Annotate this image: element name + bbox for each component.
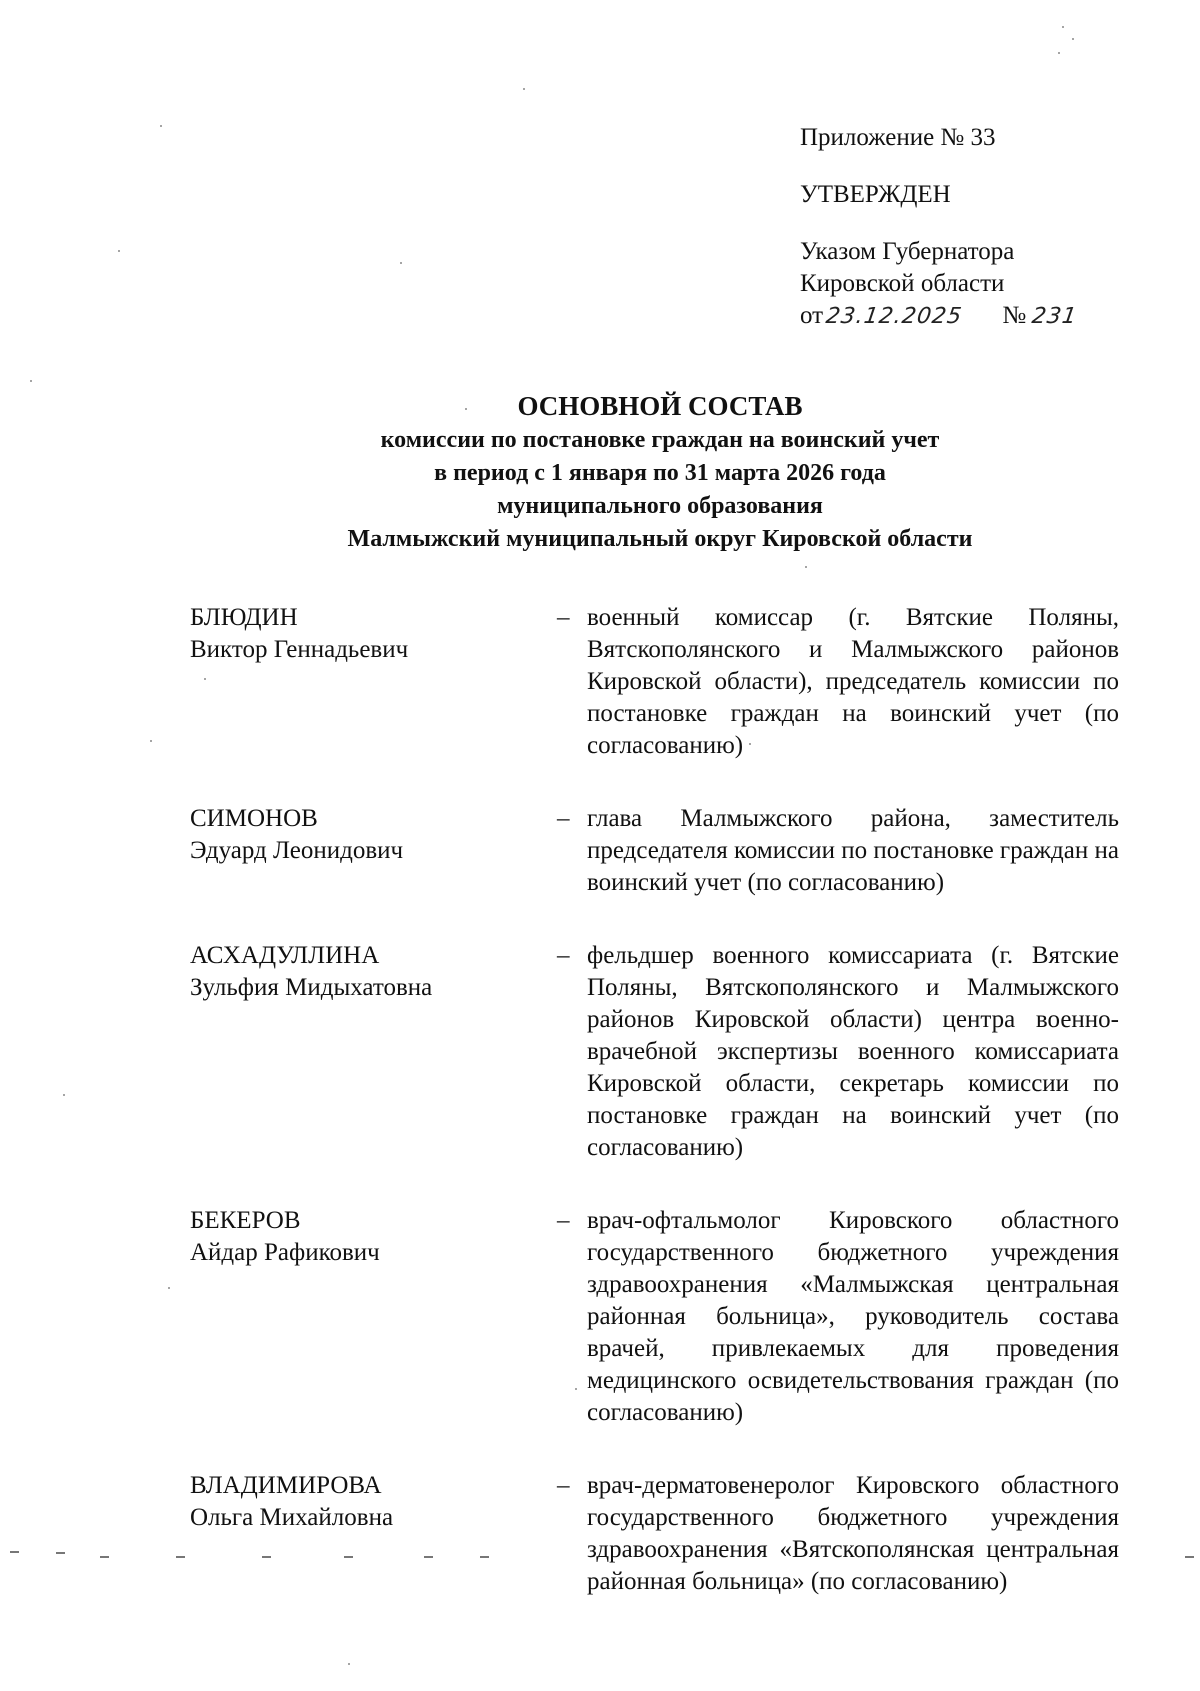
number-prefix: № [1002, 302, 1027, 329]
member-name [190, 940, 530, 1004]
title-heading: ОСНОВНОЙ СОСТАВ [517, 391, 803, 421]
title-subheading-4: Малмыжский муниципальный округ Кировской области [347, 526, 973, 552]
decree-date-number-line [800, 300, 1160, 333]
document-title [210, 388, 1110, 556]
title-subheading-3: муниципального образования [497, 493, 823, 519]
member-name [190, 602, 530, 666]
scan-speck [465, 408, 467, 410]
member-role: фельдшер военного комиссариата (г. Вятские Поляны, Вятскополянского и Малмыжского районов Кировской области) центра военно-врачебной экспертизы военного комиссариата Кировской области, секретарь комиссии по постановке граждан на воинский учет (по согласованию) [587, 942, 1119, 1161]
member-surname: БЛЮДИН [190, 604, 298, 631]
scan-speck [63, 1094, 65, 1096]
scan-speck [400, 262, 402, 264]
approved-by-line1: Указом Губернатора [800, 238, 1015, 265]
title-subheading-1: комиссии по постановке граждан на воинский учет [380, 427, 940, 453]
scan-dash [176, 1556, 185, 1558]
scan-speck [523, 88, 525, 90]
member-given-names: Виктор Геннадьевич [190, 636, 409, 663]
scan-speck [749, 743, 751, 745]
handwritten-number: 231 [1030, 304, 1080, 329]
approved-by-line2: Кировской области [800, 270, 1005, 297]
member-given-names: Айдар Рафикович [190, 1239, 380, 1266]
member-entry [190, 602, 1120, 762]
member-entry [190, 940, 1120, 1164]
scan-dash [424, 1556, 433, 1558]
scan-speck [204, 678, 206, 680]
scan-dash [100, 1556, 109, 1558]
appendix-number: Приложение № 33 [800, 124, 996, 151]
scan-speck [160, 125, 162, 127]
member-dash: – [557, 1207, 570, 1234]
member-name [190, 1205, 530, 1269]
members-list [190, 602, 1120, 1639]
scan-speck [1062, 26, 1064, 28]
member-entry [190, 803, 1120, 899]
member-role: глава Малмыжского района, заместитель председателя комиссии по постановке граждан на воинский учет (по согласованию) [587, 805, 1119, 896]
approved-stamp-text: УТВЕРЖДЕН [800, 181, 951, 208]
title-subheading-2: в период с 1 января по 31 марта 2026 года [434, 460, 886, 486]
member-given-names: Ольга Михайловна [190, 1504, 394, 1531]
member-entry [190, 1205, 1120, 1429]
scan-speck [1072, 38, 1074, 40]
scan-speck [118, 250, 120, 252]
member-given-names: Зульфия Мидыхатовна [190, 974, 433, 1001]
scan-dash [262, 1556, 271, 1558]
scan-dash [1185, 1556, 1194, 1558]
scan-speck [348, 1663, 350, 1665]
scan-speck [168, 1287, 170, 1289]
date-prefix: от [800, 302, 824, 329]
member-surname: ВЛАДИМИРОВА [190, 1472, 382, 1499]
member-surname: АСХАДУЛЛИНА [190, 942, 380, 969]
approval-block [800, 122, 1160, 333]
member-role: военный комиссар (г. Вятские Поляны, Вятскополянского и Малмыжского районов Кировской области), председатель комиссии по постановке граждан на воинский учет (по согласованию) [587, 604, 1119, 759]
scan-dash [344, 1556, 353, 1558]
member-role: врач-дерматовенеролог Кировского областного государственного бюджетного учреждения здравоохранения «Вятскополянская центральная районная больница» (по согласованию) [587, 1472, 1119, 1595]
scan-speck [575, 1388, 577, 1390]
handwritten-date: 23.12.2025 [824, 304, 964, 329]
member-entry [190, 1470, 1120, 1598]
scan-speck [150, 740, 152, 742]
member-dash: – [557, 805, 570, 832]
scan-speck [30, 380, 32, 382]
member-dash: – [557, 604, 570, 631]
member-name [190, 1470, 530, 1534]
scan-speck [805, 566, 807, 568]
member-surname: СИМОНОВ [190, 805, 318, 832]
scan-dash [480, 1556, 489, 1558]
member-dash: – [557, 1472, 570, 1499]
scan-dash [56, 1552, 65, 1554]
member-role: врач-офтальмолог Кировского областного государственного бюджетного учреждения здравоохранения «Малмыжская центральная районная больница», руководитель состава врачей, привлекаемых для проведения медицинского освидетельствования граждан (по согласованию) [587, 1207, 1119, 1426]
member-surname: БЕКЕРОВ [190, 1207, 301, 1234]
member-dash: – [557, 942, 570, 969]
member-given-names: Эдуард Леонидович [190, 837, 404, 864]
scan-dash [10, 1551, 19, 1553]
member-name [190, 803, 530, 867]
scan-speck [1058, 52, 1060, 54]
